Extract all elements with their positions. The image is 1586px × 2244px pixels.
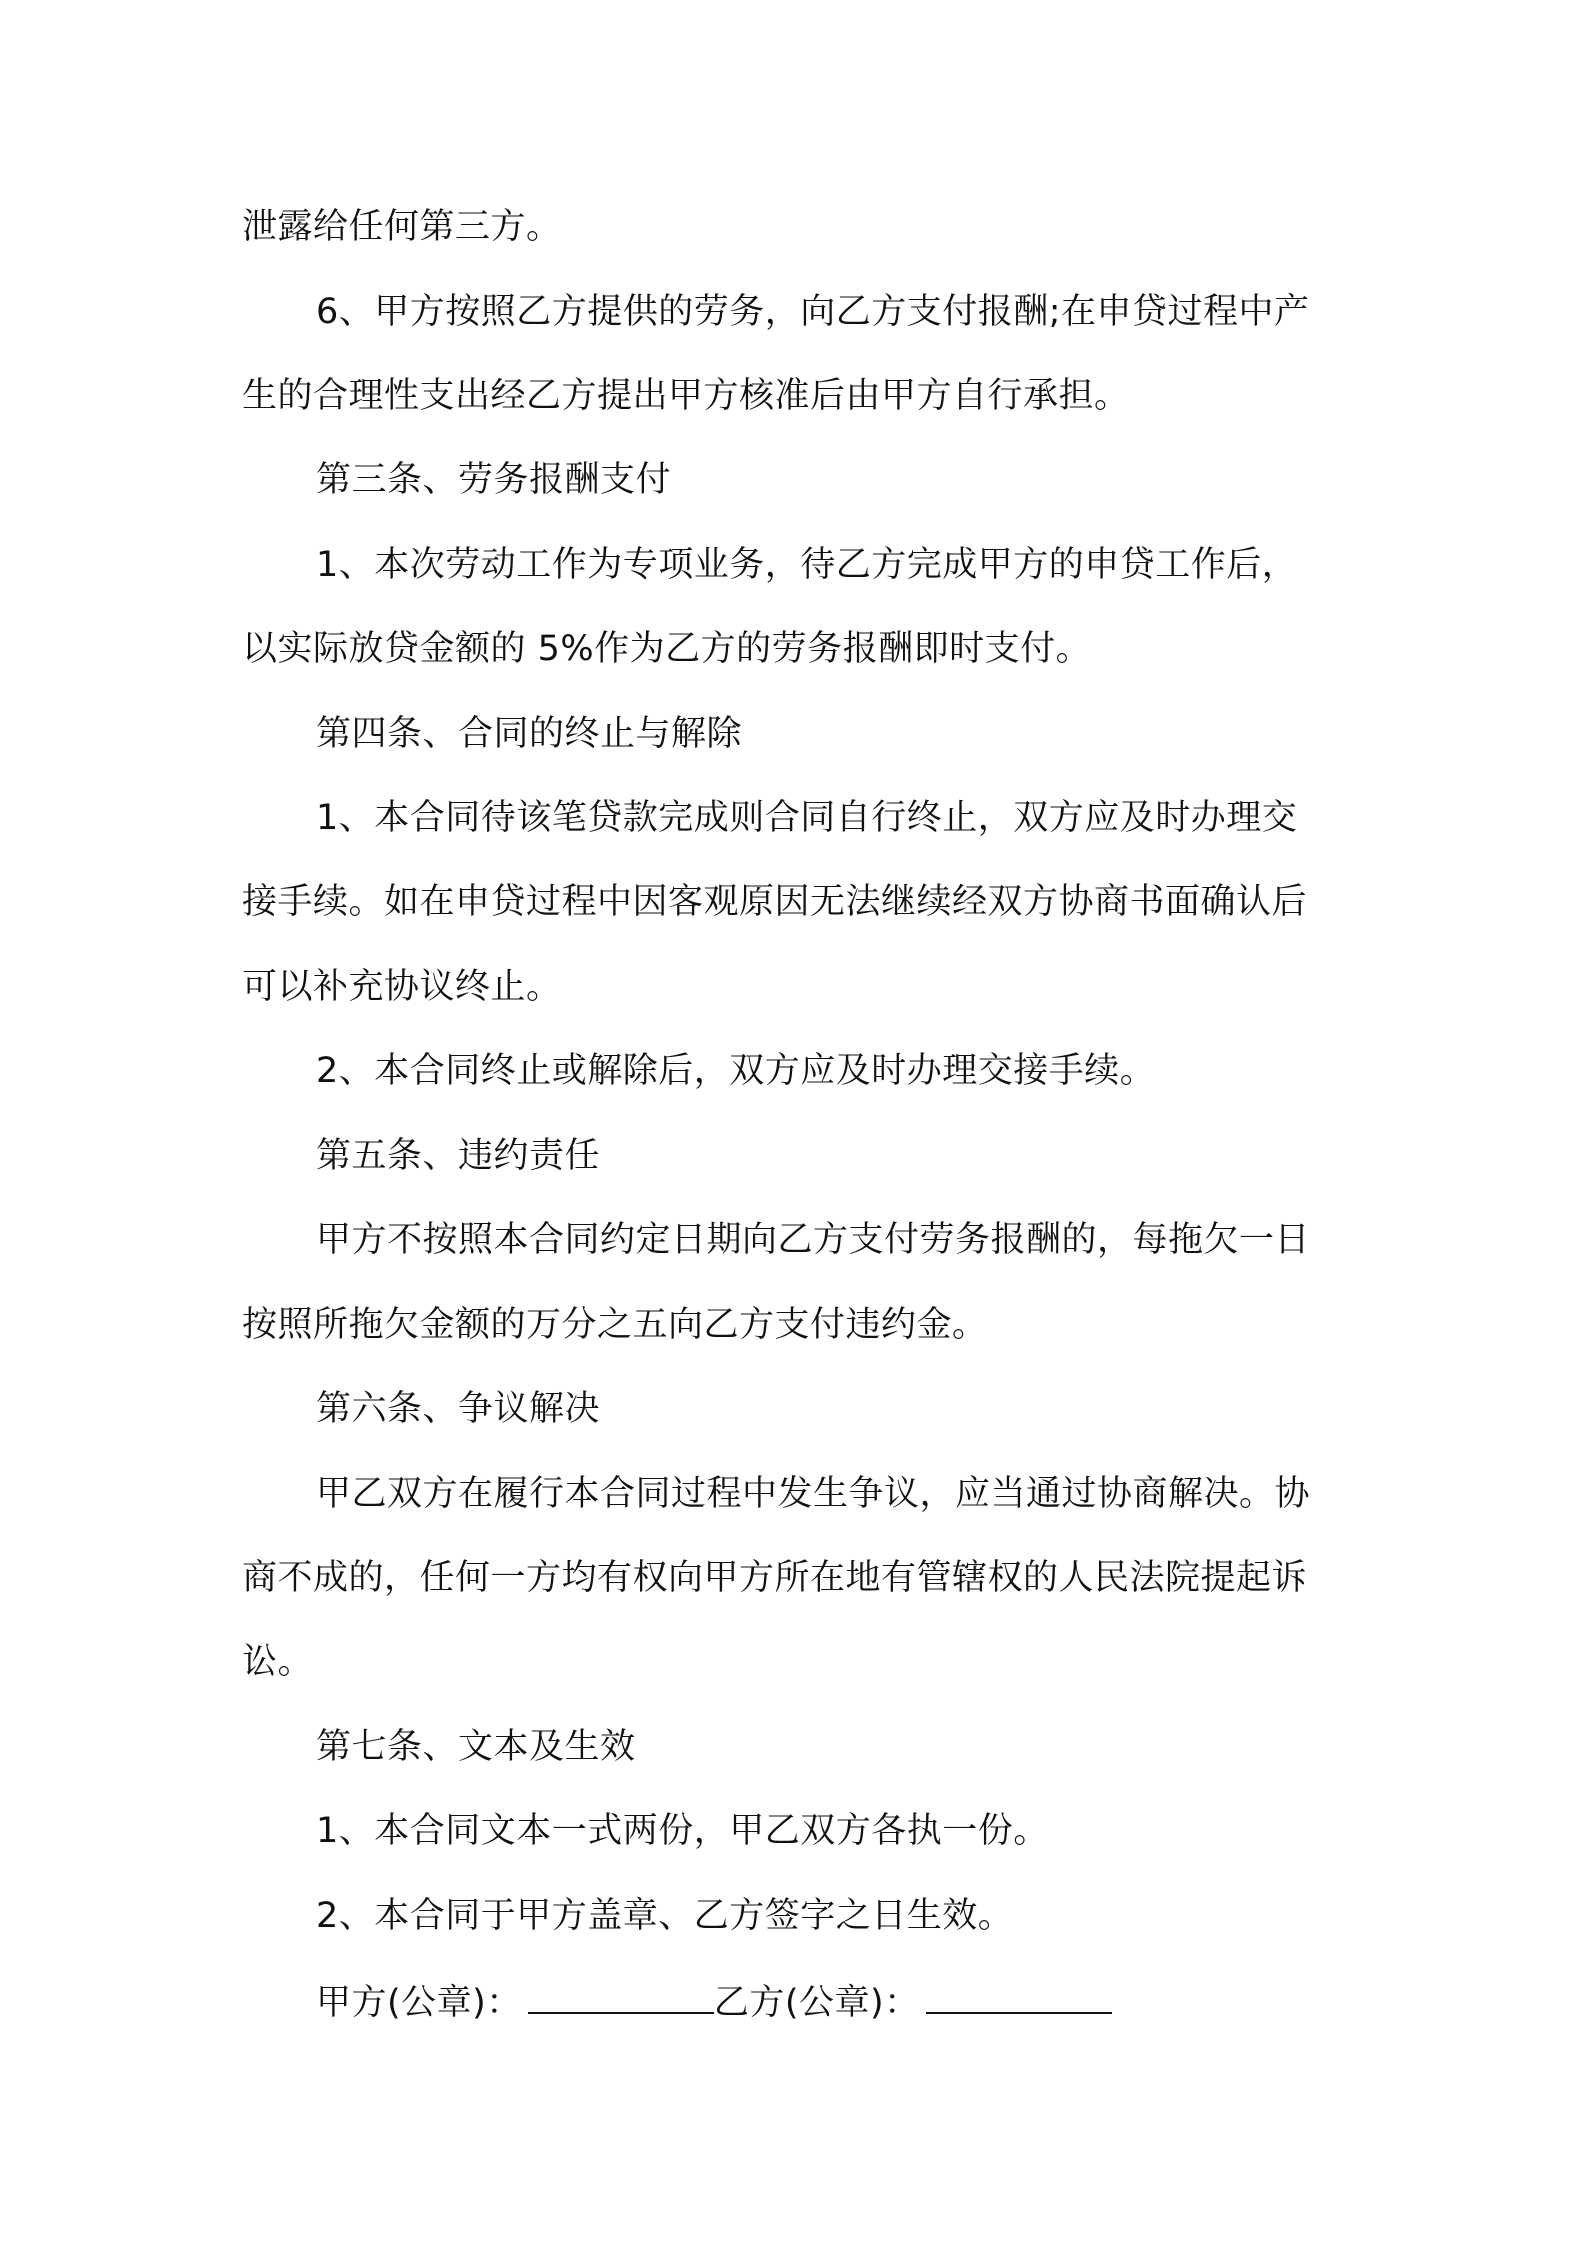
article-6-body-line-3: 讼。 [242, 1642, 314, 1682]
party-a-signature-blank[interactable] [528, 1978, 714, 2014]
article-3-clause-1-line-2: 以实际放贷金额的 5%作为乙方的劳务报酬即时支付。 [242, 629, 1092, 669]
party-b-signature-blank[interactable] [926, 1978, 1112, 2014]
article-5-body-line-2: 按照所拖欠金额的万分之五向乙方支付违约金。 [242, 1305, 988, 1345]
article-4-clause-2: 2、本合同终止或解除后，双方应及时办理交接手续。 [316, 1051, 1156, 1091]
clause-6-line-1: 6、甲方按照乙方提供的劳务，向乙方支付报酬;在申贷过程中产 [316, 292, 1310, 332]
article-4-clause-1-line-2: 接手续。如在申贷过程中因客观原因无法继续经双方协商书面确认后 [242, 882, 1308, 922]
party-a-label: 甲方(公章)： [316, 1983, 522, 2023]
party-b-label: 乙方(公章)： [713, 1983, 920, 2023]
article-4-heading: 第四条、合同的终止与解除 [316, 714, 743, 754]
signature-line [0, 1978, 1112, 2025]
article-4-clause-1-line-3: 可以补充协议终止。 [242, 967, 562, 1007]
article-6-body-line-1: 甲乙双方在履行本合同过程中发生争议，应当通过协商解决。协 [316, 1474, 1311, 1514]
article-3-clause-1-line-1: 1、本次劳动工作为专项业务，待乙方完成甲方的申贷工作后， [316, 545, 1298, 585]
article-6-body-line-2: 商不成的，任何一方均有权向甲方所在地有管辖权的人民法院提起诉 [242, 1558, 1308, 1598]
article-5-body-line-1: 甲方不按照本合同约定日期向乙方支付劳务报酬的，每拖欠一日 [316, 1220, 1311, 1260]
clause-6-line-2: 生的合理性支出经乙方提出甲方核准后由甲方自行承担。 [242, 376, 1130, 416]
article-7-heading: 第七条、文本及生效 [316, 1727, 636, 1767]
article-3-heading: 第三条、劳务报酬支付 [316, 460, 672, 500]
article-5-heading: 第五条、违约责任 [316, 1136, 601, 1176]
article-7-clause-1: 1、本合同文本一式两份，甲乙双方各执一份。 [316, 1811, 1049, 1851]
article-6-heading: 第六条、争议解决 [316, 1389, 601, 1429]
paragraph-line: 泄露给任何第三方。 [242, 207, 562, 247]
article-7-clause-2: 2、本合同于甲方盖章、乙方签字之日生效。 [316, 1896, 1014, 1936]
article-4-clause-1-line-1: 1、本合同待该笔贷款完成则合同自行终止，双方应及时办理交 [316, 798, 1298, 838]
